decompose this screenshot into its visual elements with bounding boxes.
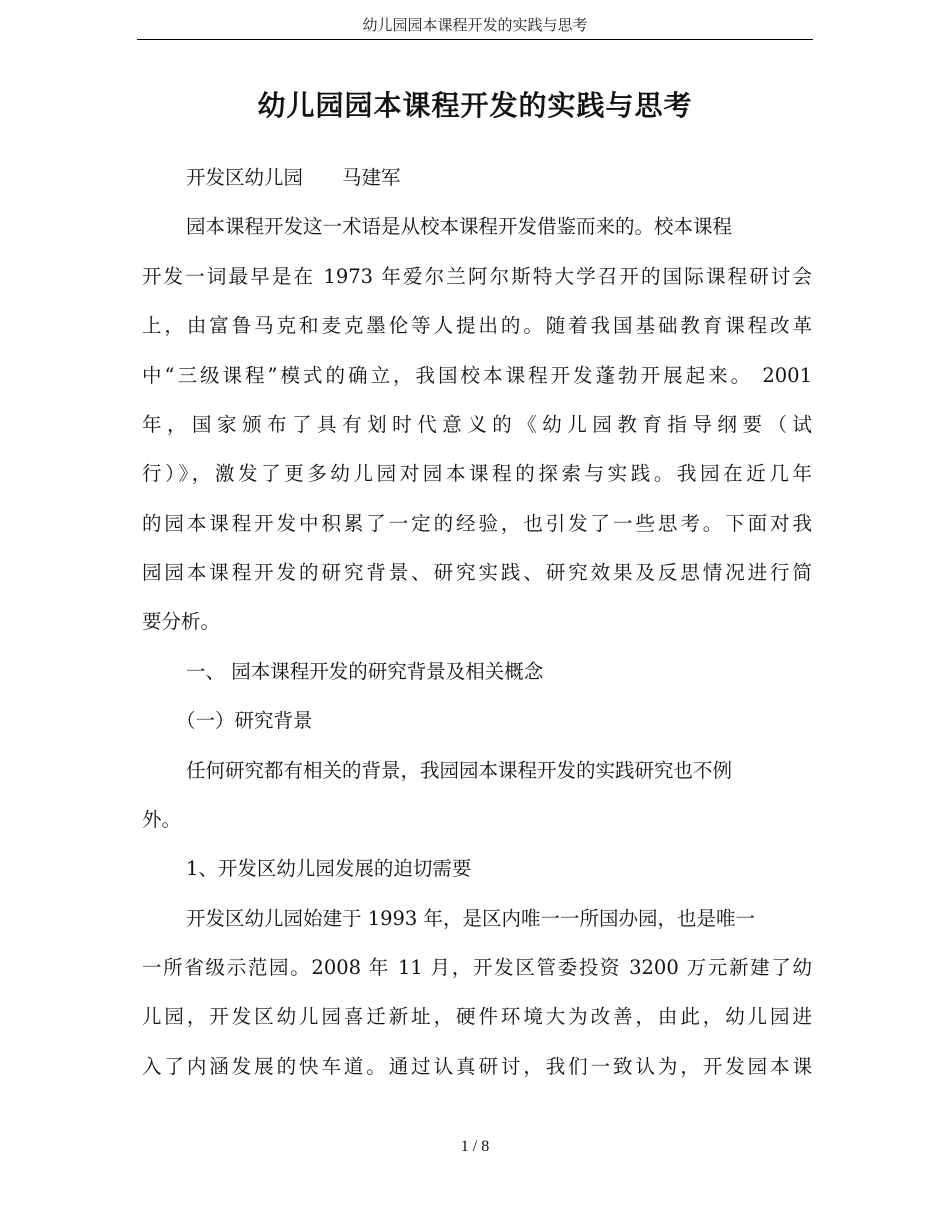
- paragraph-line: 任何研究都有相关的背景，我园园本课程开发的实践研究也不例: [186, 759, 733, 782]
- paragraph-line: 上，由富鲁马克和麦克墨伦等人提出的。随着我国基础教育课程改革: [142, 314, 812, 337]
- paragraph-line: 入了内涵发展的快车道。通过认真研讨，我们一致认为，开发园本课: [142, 1055, 812, 1078]
- paragraph-line: 外。: [142, 808, 182, 831]
- paragraph-line: 开发一词最早是在 1973 年爱尔兰阿尔斯特大学召开的国际课程研讨会: [142, 265, 812, 288]
- paragraph-line: 园本课程开发这一术语是从校本课程开发借鉴而来的。校本课程: [186, 215, 733, 238]
- document-title: 幼儿园园本课程开发的实践与思考: [257, 89, 693, 122]
- paragraph-line: 儿园，开发区幼儿园喜迁新址，硬件环境大为改善，由此，幼儿园进: [142, 1005, 812, 1028]
- paragraph-line: 中“三级课程”模式的确立，我国校本课程开发蓬勃开展起来。 2001: [142, 364, 812, 387]
- subsection-heading: （一）研究背景: [176, 709, 313, 732]
- page-number: 1 / 8: [460, 1138, 490, 1155]
- header-rule: [137, 39, 813, 40]
- paragraph-line: 开发区幼儿园始建于 1993 年，是区内唯一一所国办园，也是唯一: [186, 907, 756, 930]
- paragraph-line: 的园本课程开发中积累了一定的经验，也引发了一些思考。下面对我: [142, 512, 812, 535]
- paragraph-line: 园园本课程开发的研究背景、研究实践、研究效果及反思情况进行简: [142, 561, 812, 584]
- paragraph-line: 年，国家颁布了具有划时代意义的《幼儿园教育指导纲要（试: [142, 413, 812, 436]
- author-line: 开发区幼儿园 马建军: [186, 166, 401, 189]
- running-header: 幼儿园园本课程开发的实践与思考: [362, 16, 588, 34]
- section-heading: 一、 园本课程开发的研究背景及相关概念: [186, 660, 544, 683]
- paragraph-line: 一所省级示范园。2008 年 11 月，开发区管委投资 3200 万元新建了幼: [142, 956, 812, 979]
- paragraph-line: 要分析。: [142, 610, 221, 633]
- paragraph-line: 行）》，激发了更多幼儿园对园本课程的探索与实践。我园在近几年: [142, 462, 812, 485]
- subsection-heading: 1、开发区幼儿园发展的迫切需要: [186, 857, 472, 880]
